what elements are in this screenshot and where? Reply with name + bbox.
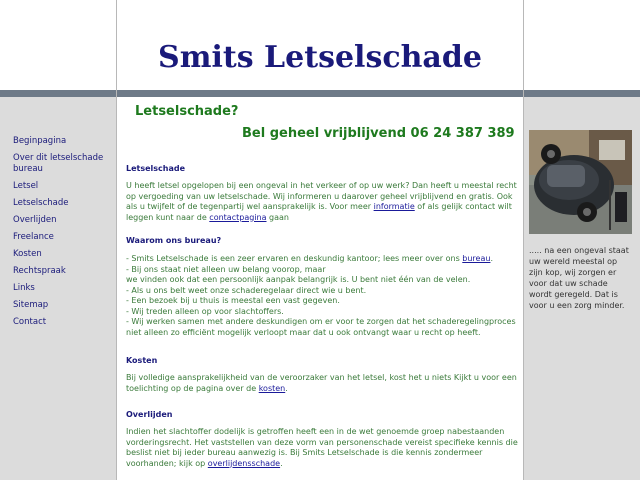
text-span: Indien het slachtoffer dodelijk is getroffen heeft een in de wet genoemde groep nabestaanden vorderingsrecht. Het vaststellen van deze vorm van personenschade vereist specifieke kennis die beslist niet bij ieder bureau aanwezig is. Bij Smits Letselschade is die kennis zondermeer voorhanden; kijk op: [126, 427, 518, 468]
site-title: Smits Letselschade: [158, 40, 482, 75]
nav-contact[interactable]: Contact: [13, 317, 47, 327]
text-span: - Wij treden alleen op voor slachtoffers.: [126, 306, 284, 316]
nav-letselschade[interactable]: Letselschade: [13, 198, 69, 208]
hero-phone: Bel geheel vrijblijvend 06 24 387 389: [242, 126, 515, 141]
hero-question: Letselschade?: [135, 104, 239, 119]
sidebar-nav: [13, 136, 113, 334]
section-heading: Waarom ons bureau?: [126, 236, 222, 245]
section-heading: Kosten: [126, 356, 158, 365]
nav-kosten[interactable]: Kosten: [13, 249, 42, 259]
text-span: - Een bezoek bij u thuis is meestal een vast gegeven.: [126, 296, 340, 305]
text-span: - Wij werken samen met andere deskundigen om er voor te zorgen dat het schaderegelingproces niet alleen zo efficiënt mogelijk verloopt maar dat u ook ontvangt waar u recht op heeft.: [126, 317, 516, 337]
text-span: .: [280, 458, 283, 468]
text-span: - Als u ons belt weet onze schaderegelaar direct wie u bent.: [126, 285, 367, 295]
nav-freelance[interactable]: Freelance: [13, 232, 54, 242]
nav-beginpagina[interactable]: Beginpagina: [13, 136, 67, 146]
divider-right: [523, 0, 524, 480]
text-span: we vinden ook dat een persoonlijk aanpak belangrijk is. U bent niet één van de velen.: [126, 275, 471, 284]
text-span: U heeft letsel opgelopen bij een ongeval in het verkeer of op uw werk? Dan heeft u meestal recht op vergoeding van uw letselschade. Wij informeren u daarover geheel vrijblijvend en gratis. Ook als u twijfelt of de tegenpartij wel aansprakelijk is. Voor meer: [126, 181, 517, 211]
section-overlijden: [126, 410, 518, 469]
link-kosten[interactable]: kosten: [258, 383, 286, 393]
section-text: [126, 181, 518, 223]
nav-overlijden[interactable]: Overlijden: [13, 215, 57, 225]
link-contactpagina[interactable]: contactpagina: [209, 212, 267, 222]
nav-over-dit-bureau[interactable]: Over dit letselschade bureau: [13, 153, 104, 174]
header-band: [0, 90, 640, 97]
section-kosten: [126, 356, 518, 394]
section-text: [126, 427, 518, 469]
section-heading: Overlijden: [126, 410, 173, 419]
text-span: gaan: [266, 212, 289, 222]
section-text: [126, 254, 518, 338]
text-span: - Bij ons staat niet alleen uw belang voorop, maar: [126, 264, 326, 274]
nav-rechtspraak[interactable]: Rechtspraak: [13, 266, 66, 276]
accident-car-photo: [529, 130, 632, 234]
divider-left: [116, 0, 117, 480]
nav-links[interactable]: Links: [13, 283, 35, 293]
section-waarom: [126, 236, 518, 338]
text-span: .: [285, 383, 288, 393]
link-overlijdensschade[interactable]: overlijdensschade: [207, 458, 281, 468]
section-heading: Letselschade: [126, 164, 186, 173]
nav-sitemap[interactable]: Sitemap: [13, 300, 49, 310]
nav-letsel[interactable]: Letsel: [13, 181, 39, 191]
text-span: Bij volledige aansprakelijkheid van de veroorzaker van het letsel, kost het u niets Kijkt u voor een toelichting op de pagina over de: [126, 373, 517, 393]
section-letselschade: [126, 164, 518, 223]
link-bureau[interactable]: bureau: [462, 254, 491, 263]
photo-caption: ..... na een ongeval staat uw wereld meestal op zijn kop, wij zorgen er voor dat uw schade wordt geregeld. Dat is voor u een zorg minder.: [529, 246, 629, 310]
text-span: .: [490, 254, 493, 263]
link-informatie[interactable]: informatie: [373, 202, 415, 211]
text-span: of als gelijk contact wilt leggen kunt naar de: [126, 202, 512, 222]
text-span: - Smits Letselschade is een zeer ervaren en deskundig kantoor; lees meer over ons: [126, 254, 463, 263]
header: [117, 0, 523, 90]
section-text: [126, 373, 518, 394]
